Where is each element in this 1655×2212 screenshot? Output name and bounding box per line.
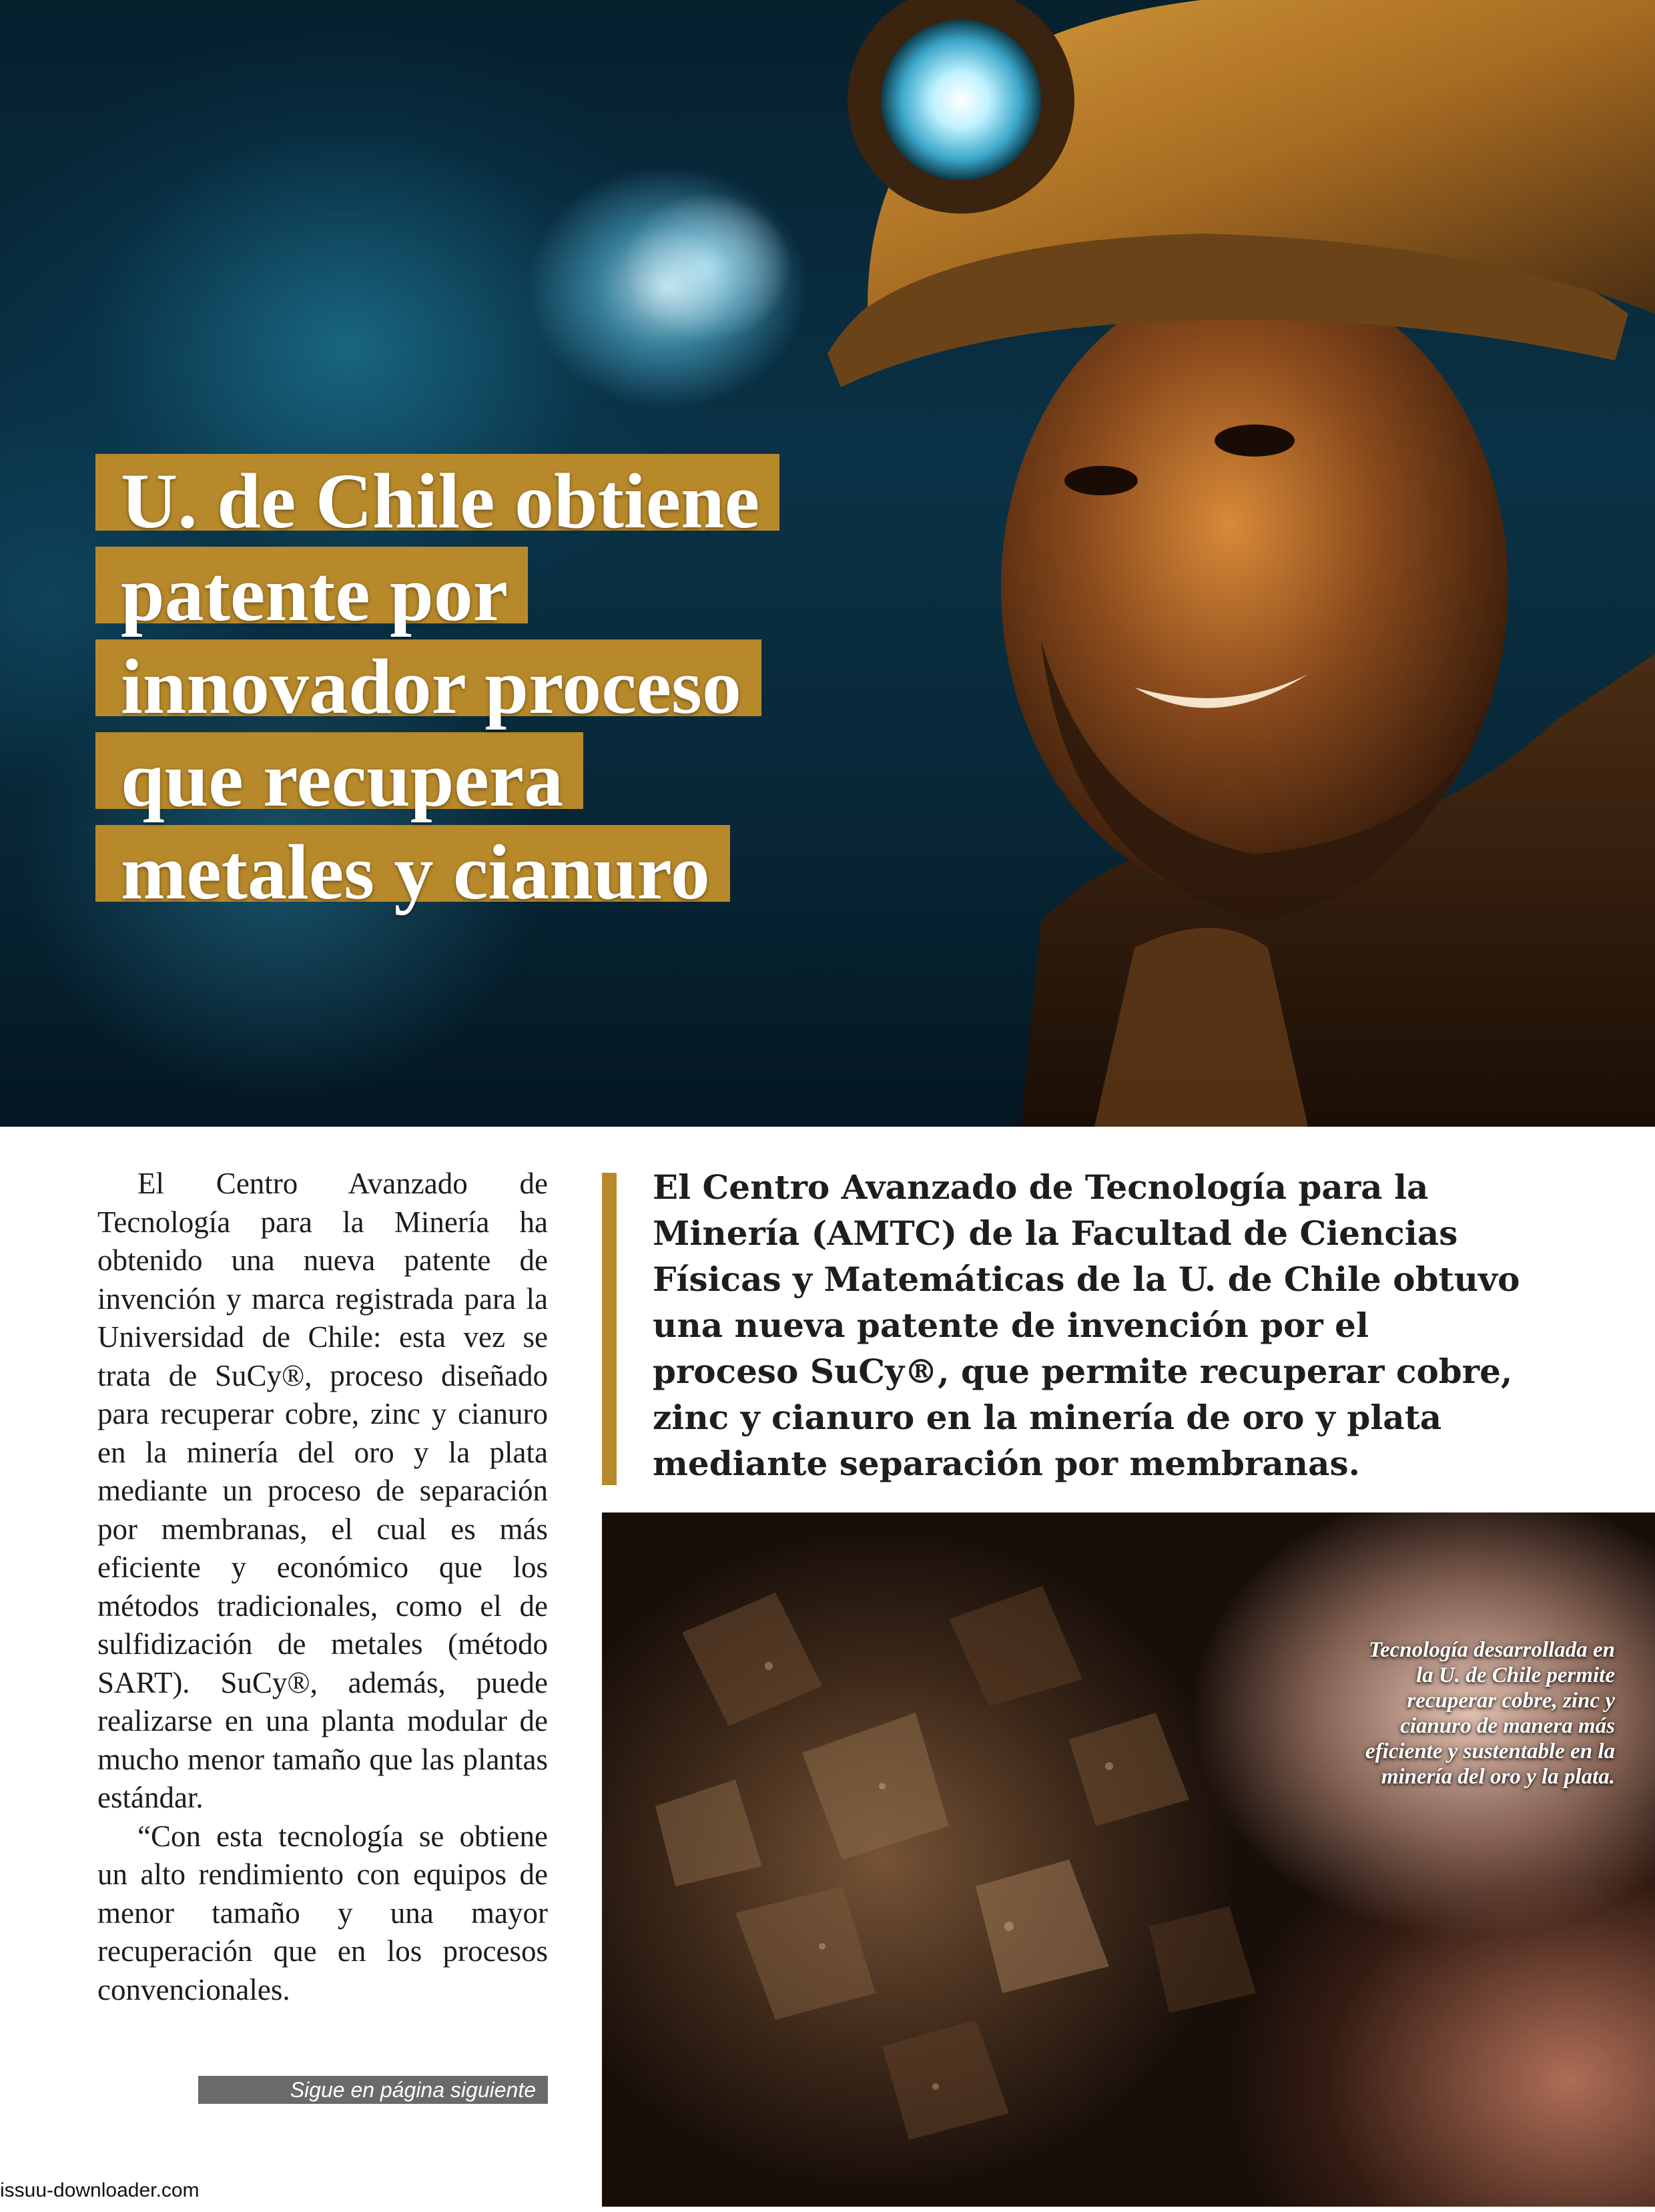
body-paragraph: El Centro Avanzado de Tecnología para la Minería ha obtenido una nueva patente de invención y marca registrada para la Universidad de Chile: esta vez se trata de SuCy®, proceso diseñado para recuperar cobre, zinc y cianuro en la minería del oro y la plata mediante un proceso de separación por membranas, el cual es más eficiente y económico que los métodos tradicionales, como el de sulfidización de metales (método SART). SuCy®, además, puede realizarse en una planta modular de mucho menor tamaño que las plantas estándar. [97, 1167, 548, 1814]
lead-accent-bar [602, 1173, 617, 1485]
continue-label: Sigue en página siguiente [198, 2076, 548, 2104]
mineral-texture [602, 1512, 1655, 2207]
headline-line: metales y cianuro [95, 825, 730, 902]
watermark: issuu-downloader.com [0, 2179, 200, 2201]
lead-paragraph: El Centro Avanzado de Tecnología para la Minería (AMTC) de la Facultad de Ciencias Físicas y Matemáticas de la U. de Chile obtuvo una nueva patente de invención por el proceso SuCy®, que permite recuperar cobre, zinc y cianuro en la minería de oro y plata mediante separación por membranas. [653, 1167, 1520, 1483]
photo-caption: Tecnología desarrollada en la U. de Chile permite recuperar cobre, zinc y cianuro de manera más eficiente y sustentable en la minería del oro y la plata. [1365, 1638, 1615, 1789]
headline-line: innovador proceso [95, 639, 761, 716]
headline-line: U. de Chile obtiene [95, 454, 779, 531]
mineral-photo [602, 1512, 1655, 2207]
body-paragraph: “Con esta tecnología se obtiene un alto rendimiento con equipos de menor tamaño y una mayor recuperación que en los procesos convencionales. [97, 1819, 548, 2006]
headline-line: patente por [95, 547, 528, 623]
headline [95, 454, 830, 916]
headline-line: que recupera [95, 732, 583, 809]
body-column [97, 1165, 548, 2009]
